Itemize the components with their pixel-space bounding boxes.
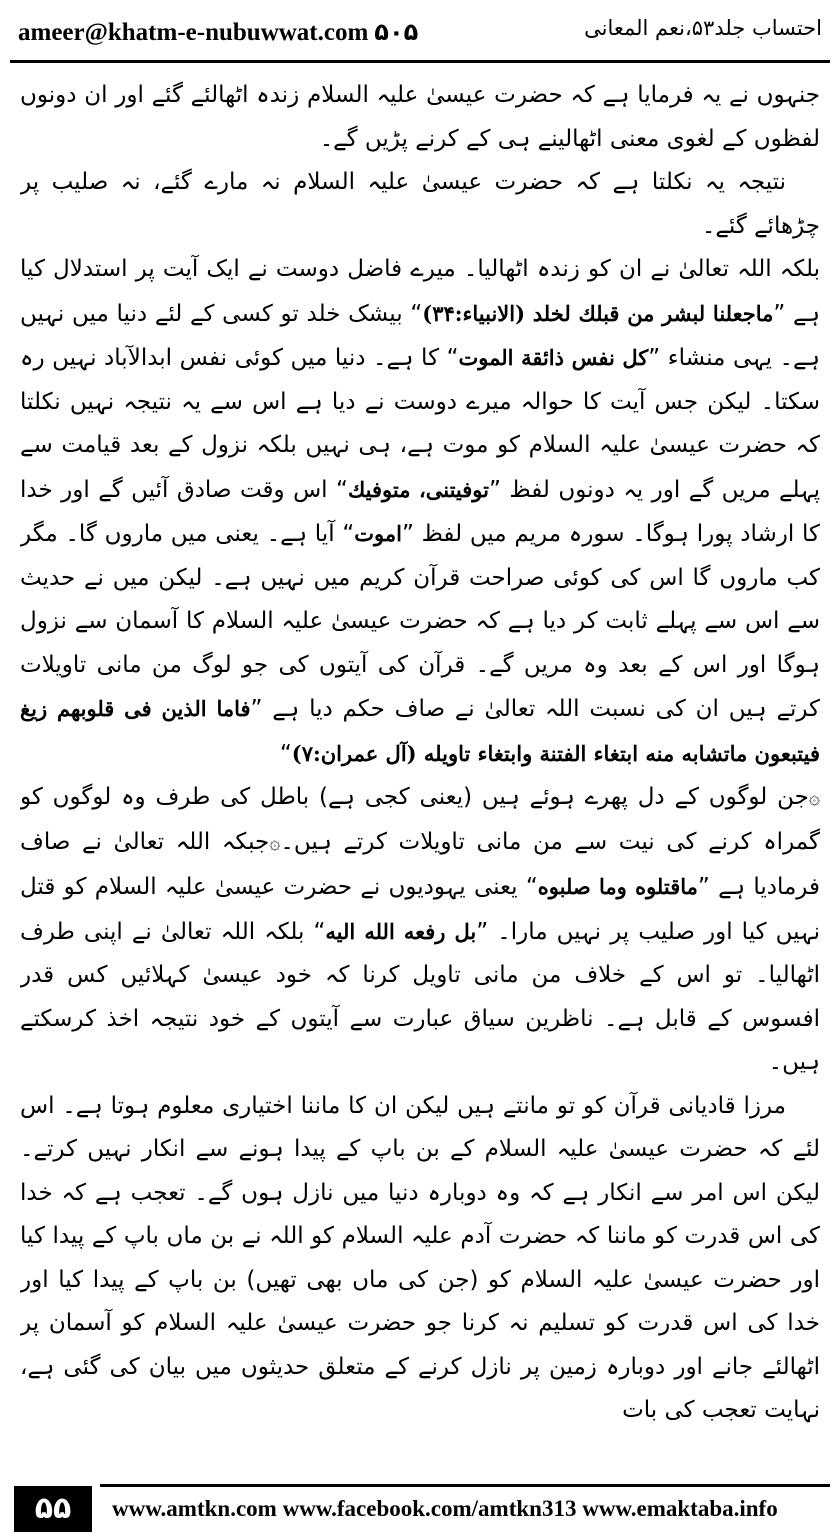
paragraph-3-text-c: “ کا ہے۔ دنیا میں کوئی نفس ابدالآباد نہیں رہ سکتا۔ لیکن جس آیت کا حوالہ میرے دوست نے دیا ہے اس سے یہ نتیجہ نہیں نکلتا کہ حضرت عیسیٰ علیہ السلام کو موت ہے، ہی نہیں بلکہ نزول کے بعد قیامت سے پہلے مریں گے اور یہ دونوں لفظ ” [20, 345, 820, 503]
header-email [18, 18, 418, 47]
paragraph-4 [20, 776, 820, 1085]
ornament-star-icon: ۞ [269, 831, 281, 854]
quran-quote-6: ماقتلوه وما صلبوه [537, 874, 698, 899]
ornament-star-icon: ۞ [808, 787, 820, 809]
paragraph-4-text-a: جن لوگوں کے دل پھرے ہوئے ہیں (یعنی کجی ہے) باطل کی طرف وہ لوگوں کو گمراہ کرنے کی نیت سے من مانی تاویلات کرتے ہیں۔ [20, 784, 820, 855]
paragraph-3-text-f: “ [279, 740, 292, 767]
page-body [20, 74, 820, 1472]
paragraph-3-text-d: “ اس وقت صادق آئیں گے اور خدا کا ارشاد پورا ہوگا۔ سورہ مریم میں لفظ ” [20, 476, 820, 547]
page-header [0, 0, 840, 72]
quran-quote-2: کل نفس ذائقة الموت [458, 345, 649, 370]
page-footer [0, 1480, 840, 1540]
quran-quote-3: توفیتنی، متوفیك [347, 476, 489, 502]
paragraph-3 [20, 248, 820, 776]
paragraph-1: جنہوں نے یہ فرمایا ہے کہ حضرت عیسیٰ علیہ السلام زندہ اٹھالئے گئے اور ان دونوں لفظوں کے لغوی معنی اٹھالینے ہی کے کرنے پڑیں گے۔ [20, 82, 820, 152]
header-page-number: ۵۰۵ [374, 18, 419, 46]
header-email-text: ameer@khatm-e-nubuwwat.com [18, 19, 369, 46]
paragraph-2: نتیجہ یہ نکلتا ہے کہ حضرت عیسیٰ علیہ السلام نہ مارے گئے، نہ صلیب پر چڑھائے گئے۔ [20, 169, 820, 239]
paragraph-5: مرزا قادیانی قرآن کو تو مانتے ہیں لیکن ان کا ماننا اختیاری معلوم ہوتا ہے۔ اس لئے کہ حضرت عیسیٰ علیہ السلام کے بن باپ کے پیدا ہونے سے انکار نہیں کرتے۔ لیکن اس امر سے انکار ہے کہ وہ دوبارہ دنیا میں نازل ہوں گے۔ تعجب ہے کہ خدا کی اس قدرت کو ماننا کہ حضرت آدم علیہ السلام کو اللہ نے بن ماں باپ کے پیدا کیا اور حضرت عیسیٰ علیہ السلام کو (جن کی ماں بھی تھیں) بن باپ کے پیدا کیا اور خدا کی اس قدرت کو تسلیم نہ کرنا جو حضرت عیسیٰ علیہ السلام کو آسمان پر اٹھالئے جانے اور دوبارہ زمین پر نازل کرنے کے متعلق حدیثوں میں بیان کی گئی ہے، نہایت تعجب کی بات [20, 1092, 820, 1423]
quran-quote-7: بل رفعه الله الیه [325, 918, 477, 944]
header-book-title: احتساب جلد۵۳،نعم المعانی [584, 16, 822, 40]
quran-quote-5: فاما الذین فی قلوبهم زیغ فیتبعون ماتشابه منه ابتغاء الفتنة وابتغاء تاویله (آل عمران:۷) [20, 696, 820, 766]
paragraph-4-text-c: “ یعنی یہودیوں نے حضرت عیسیٰ علیہ السلام کو قتل نہیں کیا اور صلیب پر نہیں مارا۔ ” [20, 874, 820, 945]
paragraph-3-text-a: بلکہ اللہ تعالیٰ نے ان کو زندہ اٹھالیا۔ میرے فاضل دوست نے ایک آیت پر استدلال کیا ہے ” [20, 256, 820, 327]
paragraph-3-text-e: “ آیا ہے۔ یعنی میں ماروں گا۔ مگر کب ماروں گا اس کی کوئی صراحت قرآن کریم میں نہیں ہے۔ لیکن میں نے حدیث سے اس سے پہلے ثابت کر دیا ہے کہ حضرت عیسیٰ علیہ السلام کا آسمان سے نزول ہوگا اور اس کے بعد وہ مریں گے۔ قرآن کی آیتوں کی جو لوگ من مانی تاویلات کرتے ہیں ان کی نسبت اللہ تعالیٰ نے صاف حکم دیا ہے ” [20, 521, 820, 722]
quran-quote-1: ماجعلنا لبشر من قبلك لخلد (الانبیاء:۳۴) [422, 300, 774, 326]
footer-volume-page-number: ۵۵ [14, 1486, 92, 1532]
paragraph-4-text-b: جبکہ اللہ تعالیٰ نے صاف فرمادیا ہے ” [20, 828, 820, 900]
header-divider [10, 60, 830, 63]
footer-website-links: www.amtkn.com www.facebook.com/amtkn313 www.emaktaba.info [112, 1496, 778, 1521]
paragraph-4-text-d: “ بلکہ اللہ تعالیٰ نے اپنی طرف اٹھالیا۔ تو اس کے خلاف من مانی تاویل کرنا کہ خود عیسیٰ کہلائیں کس قدر افسوس کے قابل ہے۔ ناظرین سیاق عبارت سے آیتوں کے خود نتیجہ اخذ کرسکتے ہیں۔ [20, 918, 820, 1075]
quran-quote-4: اموت [354, 521, 402, 546]
paragraph-3-text-b: “ بیشک خلد تو کسی کے لئے دنیا میں نہیں ہے۔ یہی منشاء ” [20, 300, 820, 371]
footer-divider [100, 1484, 830, 1487]
